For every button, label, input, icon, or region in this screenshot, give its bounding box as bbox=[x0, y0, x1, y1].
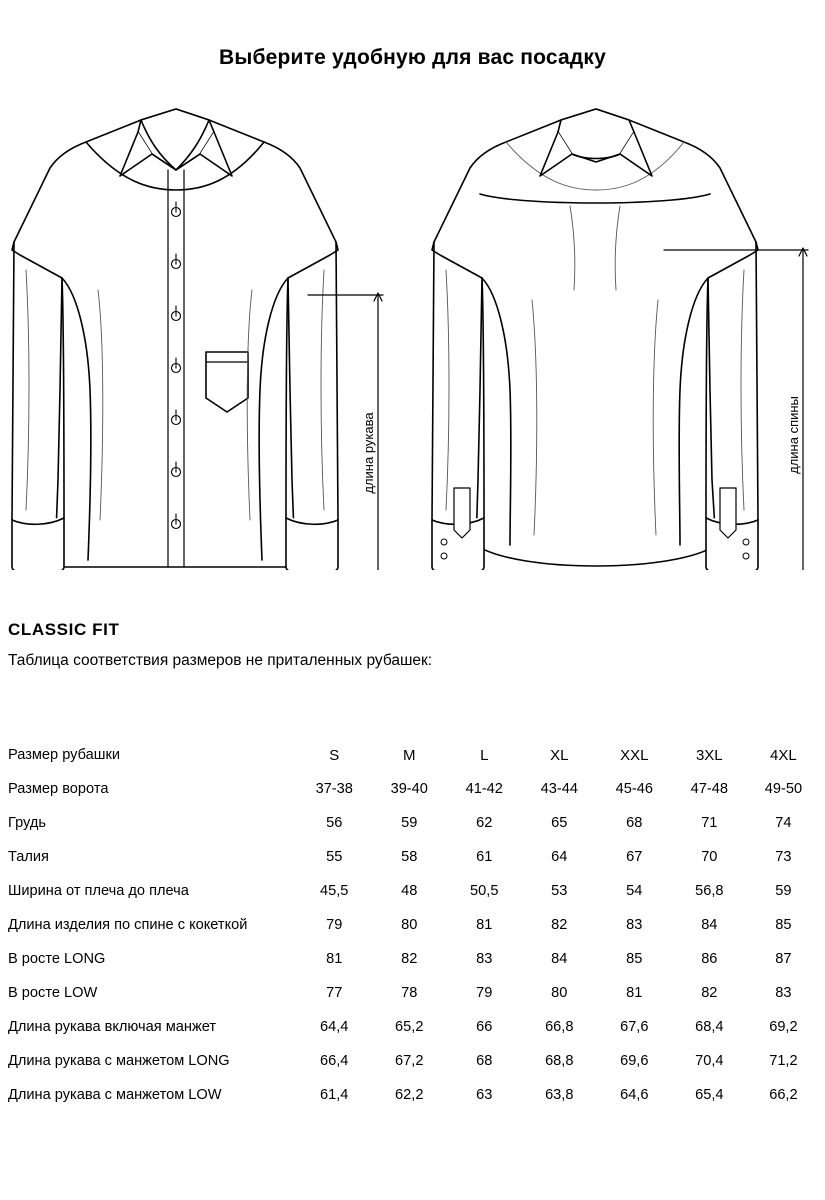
cell: 70,4 bbox=[695, 1053, 724, 1069]
row-label: Ширина от плеча до плеча bbox=[8, 883, 189, 899]
cell: 61 bbox=[476, 849, 493, 865]
cell: 79 bbox=[476, 985, 493, 1001]
cell: 53 bbox=[551, 883, 568, 899]
row-label: Размер ворота bbox=[8, 781, 109, 797]
cell: 83 bbox=[775, 985, 792, 1001]
cell: 50,5 bbox=[470, 883, 499, 899]
row-label: Длина рукава включая манжет bbox=[8, 1019, 217, 1035]
cell: 80 bbox=[551, 985, 568, 1001]
cell: 61,4 bbox=[320, 1087, 349, 1103]
column-header-6: 3XL bbox=[695, 746, 723, 764]
size-table-wrapper bbox=[0, 738, 825, 1112]
cell: 56,8 bbox=[695, 883, 724, 899]
cell: 82 bbox=[551, 917, 568, 933]
cell: 69,6 bbox=[620, 1053, 649, 1069]
cell: 59 bbox=[775, 883, 792, 899]
cell: 74 bbox=[775, 815, 792, 831]
cell: 64 bbox=[551, 849, 568, 865]
table-row bbox=[0, 772, 820, 806]
cell: 67,6 bbox=[620, 1019, 649, 1035]
column-header-1: S bbox=[329, 746, 340, 764]
row-label: Грудь bbox=[8, 815, 46, 831]
cell: 81 bbox=[626, 985, 643, 1001]
cell: 71 bbox=[701, 815, 718, 831]
table-row bbox=[0, 942, 820, 976]
back-shirt-illustration bbox=[432, 109, 758, 570]
cell: 65,4 bbox=[695, 1087, 724, 1103]
table-row bbox=[0, 806, 820, 840]
column-header-2: M bbox=[402, 746, 416, 764]
cell: 48 bbox=[401, 883, 418, 899]
cell: 68 bbox=[476, 1053, 493, 1069]
cell: 83 bbox=[626, 917, 643, 933]
cell: 54 bbox=[626, 883, 643, 899]
column-header-4: XL bbox=[550, 746, 569, 764]
fit-heading: CLASSIC FIT bbox=[8, 620, 120, 639]
cell: 62 bbox=[476, 815, 493, 831]
cell: 73 bbox=[775, 849, 792, 865]
column-header-3: L bbox=[480, 746, 489, 764]
table-row bbox=[0, 874, 820, 908]
cell: 63,8 bbox=[545, 1087, 574, 1103]
row-label: В росте LOW bbox=[8, 985, 98, 1001]
table-row bbox=[0, 1078, 820, 1112]
cell: 58 bbox=[401, 849, 418, 865]
back-length-label: длина спины bbox=[786, 396, 801, 474]
cell: 59 bbox=[401, 815, 418, 831]
cell: 86 bbox=[701, 951, 718, 967]
cell: 85 bbox=[775, 917, 792, 933]
row-label: Длина рукава с манжетом LOW bbox=[8, 1087, 222, 1103]
cell: 78 bbox=[401, 985, 418, 1001]
cell: 83 bbox=[476, 951, 493, 967]
sleeve-length-label: длина рукава bbox=[361, 412, 376, 494]
cell: 81 bbox=[476, 917, 493, 933]
cell: 68,8 bbox=[545, 1053, 574, 1069]
cell: 45,5 bbox=[320, 883, 349, 899]
cell: 63 bbox=[476, 1087, 493, 1103]
table-row bbox=[0, 1044, 820, 1078]
cell: 84 bbox=[551, 951, 568, 967]
row-label: Длина рукава с манжетом LONG bbox=[8, 1053, 230, 1069]
cell: 70 bbox=[701, 849, 718, 865]
cell: 45-46 bbox=[615, 781, 653, 797]
cell: 81 bbox=[326, 951, 343, 967]
row-label: В росте LONG bbox=[8, 951, 106, 967]
cell: 71,2 bbox=[769, 1053, 798, 1069]
cell: 82 bbox=[701, 985, 718, 1001]
cell: 66,4 bbox=[320, 1053, 349, 1069]
cell: 65 bbox=[551, 815, 568, 831]
cell: 39-40 bbox=[390, 781, 428, 797]
cell: 55 bbox=[326, 849, 343, 865]
cell: 69,2 bbox=[769, 1019, 798, 1035]
table-row bbox=[0, 1010, 820, 1044]
cell: 68 bbox=[626, 815, 643, 831]
cell: 49-50 bbox=[764, 781, 803, 797]
row-label: Талия bbox=[8, 849, 49, 865]
fit-subheading: Таблица соответствия размеров не приталенных рубашек: bbox=[8, 652, 433, 669]
cell: 82 bbox=[401, 951, 418, 967]
cell: 85 bbox=[626, 951, 643, 967]
cell: 47-48 bbox=[690, 781, 728, 797]
table-row bbox=[0, 908, 820, 942]
front-shirt-illustration bbox=[12, 109, 338, 570]
cell: 65,2 bbox=[395, 1019, 424, 1035]
column-header-7: 4XL bbox=[770, 746, 797, 764]
cell: 56 bbox=[326, 815, 343, 831]
column-header-5: XXL bbox=[620, 746, 649, 764]
cell: 67 bbox=[626, 849, 643, 865]
cell: 77 bbox=[326, 985, 343, 1001]
cell: 41-42 bbox=[465, 781, 503, 797]
cell: 68,4 bbox=[695, 1019, 724, 1035]
size-table bbox=[0, 738, 820, 1112]
cell: 43-44 bbox=[540, 781, 578, 797]
table-row bbox=[0, 840, 820, 874]
row-label: Длина изделия по спине с кокеткой bbox=[8, 917, 248, 933]
cell: 87 bbox=[775, 951, 792, 967]
cell: 84 bbox=[701, 917, 718, 933]
cell: 79 bbox=[326, 917, 343, 933]
cell: 37-38 bbox=[315, 781, 353, 797]
page-title: Выберите удобную для вас посадку bbox=[218, 46, 607, 69]
cell: 66,2 bbox=[769, 1087, 798, 1103]
cell: 64,6 bbox=[620, 1087, 649, 1103]
shirt-diagram bbox=[0, 90, 825, 570]
cell: 62,2 bbox=[395, 1087, 424, 1103]
cell: 66,8 bbox=[545, 1019, 574, 1035]
table-header-row bbox=[0, 738, 820, 772]
column-header-0: Размер рубашки bbox=[8, 747, 121, 763]
cell: 80 bbox=[401, 917, 418, 933]
table-row bbox=[0, 976, 820, 1010]
cell: 67,2 bbox=[395, 1053, 424, 1069]
cell: 66 bbox=[476, 1019, 493, 1035]
cell: 64,4 bbox=[320, 1019, 349, 1035]
